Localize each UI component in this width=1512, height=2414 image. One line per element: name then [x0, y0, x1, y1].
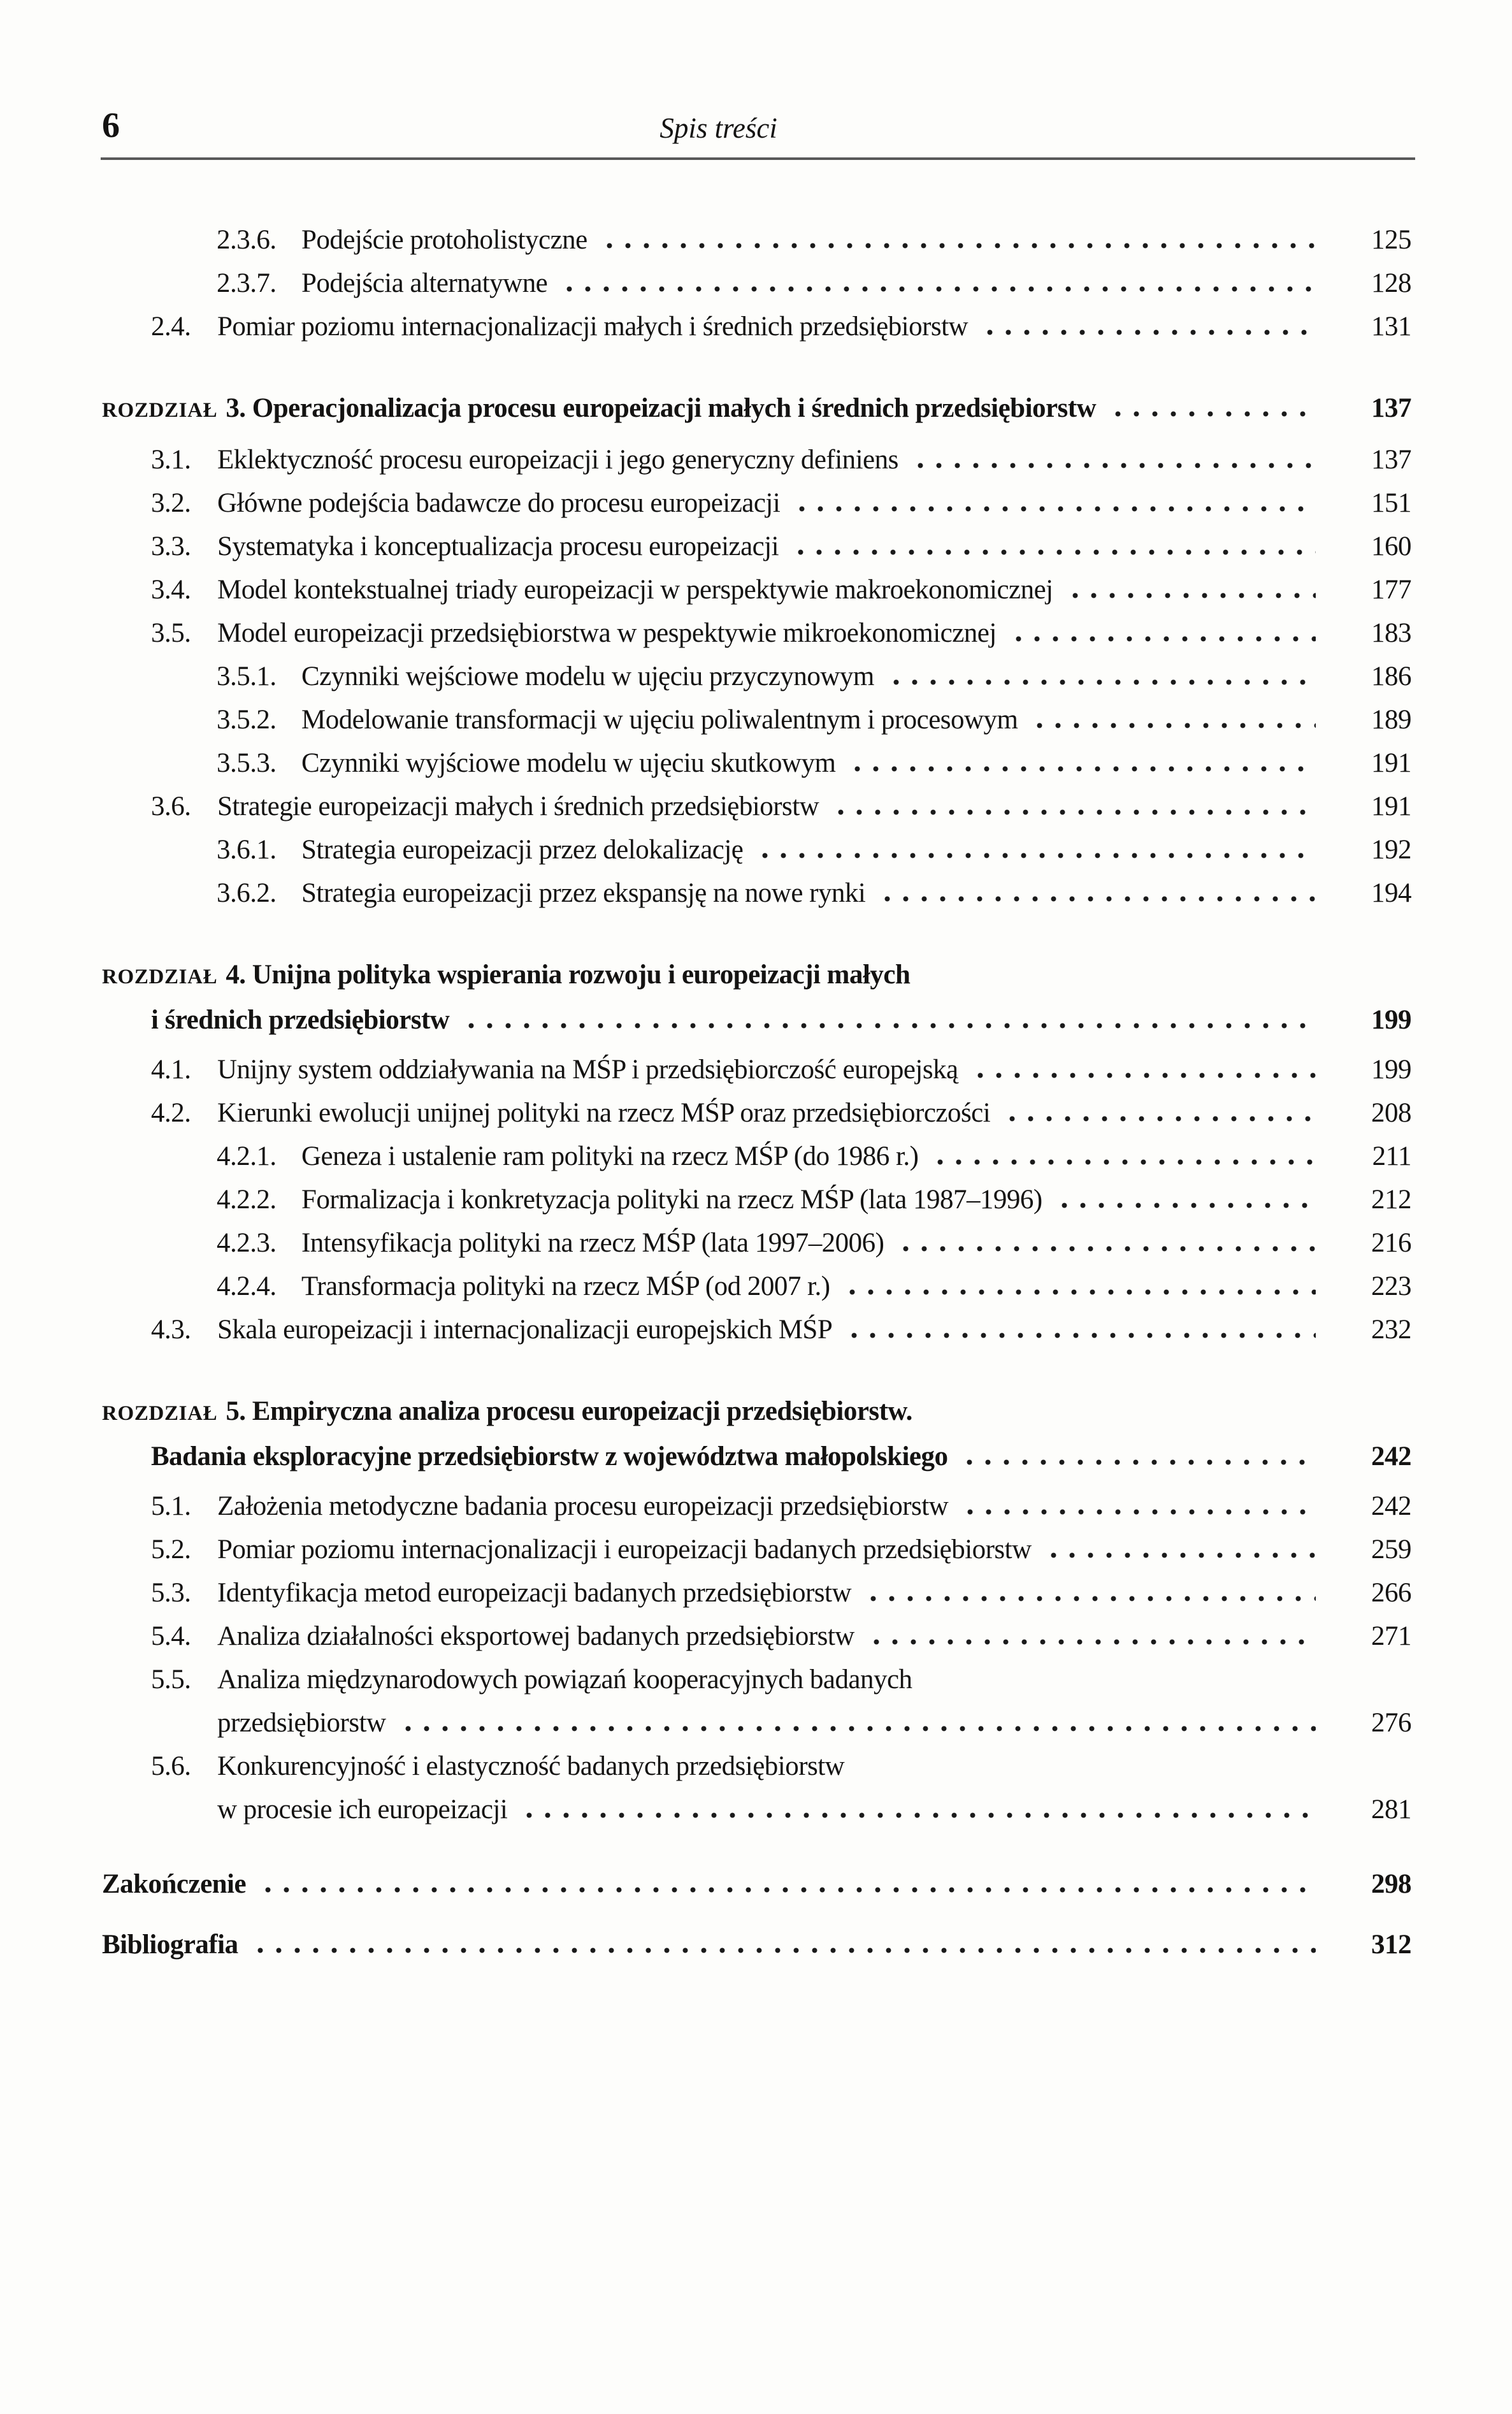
toc-entry-row — [151, 1528, 1411, 1572]
entry-title: Podejścia alternatywne — [301, 268, 548, 298]
table-of-contents — [102, 160, 1411, 1967]
entry-title-line2: w procesie ich europeizacji — [217, 1795, 508, 1825]
toc-entry-row — [151, 1658, 1411, 1702]
entry-number: 5.2. — [151, 1535, 191, 1565]
toc-entry-row — [151, 482, 1411, 525]
entry-page-number: 298 — [1371, 1869, 1411, 1899]
dot-leader — [1000, 1116, 1316, 1122]
entry-page-number: 160 — [1371, 531, 1411, 561]
entry-number: 5.1. — [151, 1491, 191, 1521]
toc-entry-row — [217, 1788, 1411, 1832]
toc-entry-row — [151, 999, 1411, 1042]
dot-leader — [875, 896, 1316, 902]
dot-leader — [1007, 636, 1316, 642]
entry-number: 3.5. — [151, 618, 191, 648]
dot-leader — [978, 329, 1316, 335]
toc-entry-row — [102, 1863, 1411, 1906]
entry-title: Analiza działalności eksportowej badanych przedsiębiorstw — [217, 1621, 854, 1651]
toc-entry-row — [217, 1265, 1411, 1308]
toc-entry-row — [217, 655, 1411, 698]
entry-title: Formalizacja i konkretyzacja polityki na rzecz MŚP (lata 1987–1996) — [301, 1185, 1042, 1215]
entry-number: 4.2.1. — [217, 1141, 277, 1171]
dot-leader — [861, 1596, 1316, 1601]
dot-leader — [459, 1023, 1316, 1029]
toc-entry-row — [217, 742, 1411, 785]
dot-leader — [256, 1887, 1316, 1893]
toc-entry-row — [102, 953, 1411, 999]
toc-entry-row — [217, 872, 1411, 915]
backmatter-title: Bibliografia — [102, 1930, 238, 1960]
toc-entry-row — [217, 1702, 1411, 1745]
entry-number: 5.4. — [151, 1621, 191, 1651]
entry-page-number: 177 — [1371, 575, 1411, 605]
entry-title: Założenia metodyczne badania procesu europeizacji przedsiębiorstw — [217, 1491, 949, 1521]
dot-leader — [909, 463, 1316, 468]
dot-leader — [789, 549, 1316, 555]
entry-title: Model europeizacji przedsiębiorstwa w pespektywie mikroekonomicznej — [217, 618, 997, 648]
entry-title-line1: Konkurencyjność i elastyczność badanych przedsiębiorstw — [217, 1751, 845, 1781]
toc-entry-row — [151, 1485, 1411, 1528]
entry-number: 3.5.3. — [217, 748, 277, 778]
entry-page-number: 192 — [1371, 835, 1411, 865]
entry-page-number: 194 — [1371, 878, 1411, 908]
toc-entry-row — [217, 262, 1411, 305]
page-header — [101, 104, 1415, 160]
toc-entry-row — [102, 387, 1411, 432]
entry-title-line2: przedsiębiorstw — [217, 1708, 386, 1738]
dot-leader — [396, 1726, 1316, 1731]
toc-entry-row — [151, 525, 1411, 568]
chapter-title: 3. Operacjonalizacja procesu europeizacji małych i średnich przedsiębiorstw — [226, 393, 1097, 423]
entry-title: Geneza i ustalenie ram polityki na rzecz MŚP (do 1986 r.) — [301, 1141, 919, 1171]
entry-title: Transformacja polityki na rzecz MŚP (od 2007 r.) — [301, 1271, 830, 1301]
backmatter-title: Zakończenie — [102, 1869, 247, 1899]
dot-leader — [846, 766, 1316, 772]
entry-number: 3.1. — [151, 445, 191, 475]
entry-title: Czynniki wejściowe modelu w ujęciu przyczynowym — [301, 661, 874, 691]
entry-title: Identyfikacja metod europeizacji badanych przedsiębiorstw — [217, 1578, 851, 1608]
entry-page-number: 212 — [1371, 1185, 1411, 1215]
entry-page-number: 189 — [1371, 705, 1411, 735]
toc-entry-row — [151, 1615, 1411, 1658]
chapter-title-line2: i średnich przedsiębiorstw — [151, 1005, 450, 1035]
entry-title: Podejście protoholistyczne — [301, 225, 587, 255]
toc-entry-row — [102, 1390, 1411, 1435]
toc-entry-row — [151, 1435, 1411, 1478]
entry-number: 3.4. — [151, 575, 191, 605]
entry-number: 4.2.4. — [217, 1271, 277, 1301]
dot-leader — [884, 679, 1316, 685]
entry-number: 4.3. — [151, 1315, 191, 1345]
entry-title: Unijny system oddziaływania na MŚP i przedsiębiorczość europejską — [217, 1055, 958, 1085]
entry-number: 3.3. — [151, 531, 191, 561]
dot-leader — [1028, 723, 1316, 728]
entry-page-number: 281 — [1371, 1795, 1411, 1825]
entry-title: Systematyka i konceptualizacja procesu europeizacji — [217, 531, 779, 561]
entry-title: Model kontekstualnej triady europeizacji w perspektywie makroekonomicznej — [217, 575, 1053, 605]
dot-leader — [928, 1159, 1316, 1165]
entry-title: Czynniki wyjściowe modelu w ujęciu skutkowym — [301, 748, 836, 778]
entry-title: Pomiar poziomu internacjonalizacji małych i średnich przedsiębiorstw — [217, 312, 968, 342]
entry-page-number: 125 — [1371, 225, 1411, 255]
entry-page-number: 312 — [1371, 1930, 1411, 1960]
dot-leader — [968, 1073, 1316, 1078]
toc-entry-row — [151, 305, 1411, 349]
toc-entry-row — [217, 698, 1411, 742]
toc-entry-row — [151, 1572, 1411, 1615]
dot-leader — [1042, 1552, 1316, 1558]
entry-number: 4.2. — [151, 1098, 191, 1128]
entry-page-number: 137 — [1371, 393, 1411, 423]
chapter-title-line1: 4. Unijna polityka wspierania rozwoju i europeizacji małych — [226, 960, 911, 990]
toc-entry-row — [151, 568, 1411, 612]
entry-page-number: 199 — [1371, 1005, 1411, 1035]
entry-page-number: 216 — [1371, 1228, 1411, 1258]
entry-page-number: 199 — [1371, 1055, 1411, 1085]
toc-entry-row — [151, 1092, 1411, 1135]
chapter-title-line1: 5. Empiryczna analiza procesu europeizacji przedsiębiorstw. — [226, 1396, 912, 1426]
folio-page-number: 6 — [102, 106, 120, 145]
entry-title: Modelowanie transformacji w ujęciu poliwalentnym i procesowym — [301, 705, 1018, 735]
entry-page-number: 131 — [1371, 312, 1411, 342]
entry-number: 4.1. — [151, 1055, 191, 1085]
toc-entry-row — [151, 785, 1411, 828]
entry-number: 2.4. — [151, 312, 191, 342]
dot-leader — [1063, 593, 1316, 598]
dot-leader — [842, 1333, 1316, 1338]
chapter-label: ROZDZIAŁ — [102, 1402, 218, 1425]
entry-page-number: 271 — [1371, 1621, 1411, 1651]
entry-number: 3.5.2. — [217, 705, 277, 735]
dot-leader — [865, 1639, 1316, 1645]
toc-entry-row — [151, 612, 1411, 655]
running-head-title: Spis treści — [659, 112, 777, 144]
entry-page-number: 242 — [1371, 1442, 1411, 1471]
entry-number: 5.5. — [151, 1665, 191, 1695]
entry-title: Eklektyczność procesu europeizacji i jego generyczny definiens — [217, 445, 898, 475]
entry-page-number: 186 — [1371, 661, 1411, 691]
chapter-label: ROZDZIAŁ — [102, 965, 218, 988]
dot-leader — [753, 853, 1316, 858]
dot-leader — [790, 506, 1316, 512]
entry-page-number: 137 — [1371, 445, 1411, 475]
entry-page-number: 242 — [1371, 1491, 1411, 1521]
dot-leader — [958, 1459, 1316, 1465]
entry-title: Pomiar poziomu internacjonalizacji i europeizacji badanych przedsiębiorstw — [217, 1535, 1032, 1565]
entry-number: 3.6. — [151, 791, 191, 821]
toc-entry-row — [151, 1048, 1411, 1092]
entry-number: 4.2.3. — [217, 1228, 277, 1258]
entry-number: 5.3. — [151, 1578, 191, 1608]
entry-title-line1: Analiza międzynarodowych powiązań kooperacyjnych badanych — [217, 1665, 912, 1695]
entry-number: 3.5.1. — [217, 661, 277, 691]
dot-leader — [829, 809, 1316, 815]
entry-number: 3.2. — [151, 488, 191, 518]
entry-title: Kierunki ewolucji unijnej polityki na rzecz MŚP oraz przedsiębiorczości — [217, 1098, 991, 1128]
entry-page-number: 223 — [1371, 1271, 1411, 1301]
dot-leader — [598, 243, 1316, 249]
toc-entry-row — [102, 1923, 1411, 1967]
entry-page-number: 211 — [1372, 1141, 1411, 1171]
entry-page-number: 232 — [1371, 1315, 1411, 1345]
entry-number: 5.6. — [151, 1751, 191, 1781]
entry-page-number: 128 — [1371, 268, 1411, 298]
toc-entry-row — [217, 219, 1411, 262]
toc-entry-row — [151, 1308, 1411, 1352]
entry-title: Główne podejścia badawcze do procesu europeizacji — [217, 488, 781, 518]
toc-entry-row — [217, 1178, 1411, 1222]
entry-page-number: 183 — [1371, 618, 1411, 648]
dot-leader — [1053, 1203, 1316, 1208]
toc-entry-row — [217, 828, 1411, 872]
toc-entry-row — [217, 1135, 1411, 1178]
toc-entry-row — [151, 1745, 1411, 1788]
entry-number: 2.3.7. — [217, 268, 277, 298]
entry-page-number: 191 — [1371, 791, 1411, 821]
entry-title: Skala europeizacji i internacjonalizacji europejskich MŚP — [217, 1315, 833, 1345]
dot-leader — [840, 1289, 1316, 1295]
dot-leader — [958, 1509, 1316, 1515]
entry-number: 3.6.2. — [217, 878, 277, 908]
entry-page-number: 191 — [1371, 748, 1411, 778]
dot-leader — [517, 1812, 1316, 1818]
dot-leader — [1106, 411, 1316, 417]
chapter-title-line2: Badania eksploracyjne przedsiębiorstw z województwa małopolskiego — [151, 1442, 948, 1471]
entry-page-number: 276 — [1371, 1708, 1411, 1738]
entry-number: 3.6.1. — [217, 835, 277, 865]
entry-page-number: 151 — [1371, 488, 1411, 518]
dot-leader — [248, 1948, 1316, 1953]
entry-title: Strategia europeizacji przez ekspansję na nowe rynki — [301, 878, 866, 908]
entry-page-number: 259 — [1371, 1535, 1411, 1565]
dot-leader — [894, 1246, 1316, 1252]
entry-number: 2.3.6. — [217, 225, 277, 255]
entry-page-number: 266 — [1371, 1578, 1411, 1608]
entry-title: Intensyfikacja polityki na rzecz MŚP (lata 1997–2006) — [301, 1228, 884, 1258]
toc-entry-row — [217, 1222, 1411, 1265]
toc-entry-row — [151, 438, 1411, 482]
dot-leader — [558, 286, 1316, 292]
chapter-label: ROZDZIAŁ — [102, 399, 218, 422]
entry-page-number: 208 — [1371, 1098, 1411, 1128]
entry-title: Strategie europeizacji małych i średnich przedsiębiorstw — [217, 791, 819, 821]
entry-title: Strategia europeizacji przez delokalizację — [301, 835, 744, 865]
entry-number: 4.2.2. — [217, 1185, 277, 1215]
